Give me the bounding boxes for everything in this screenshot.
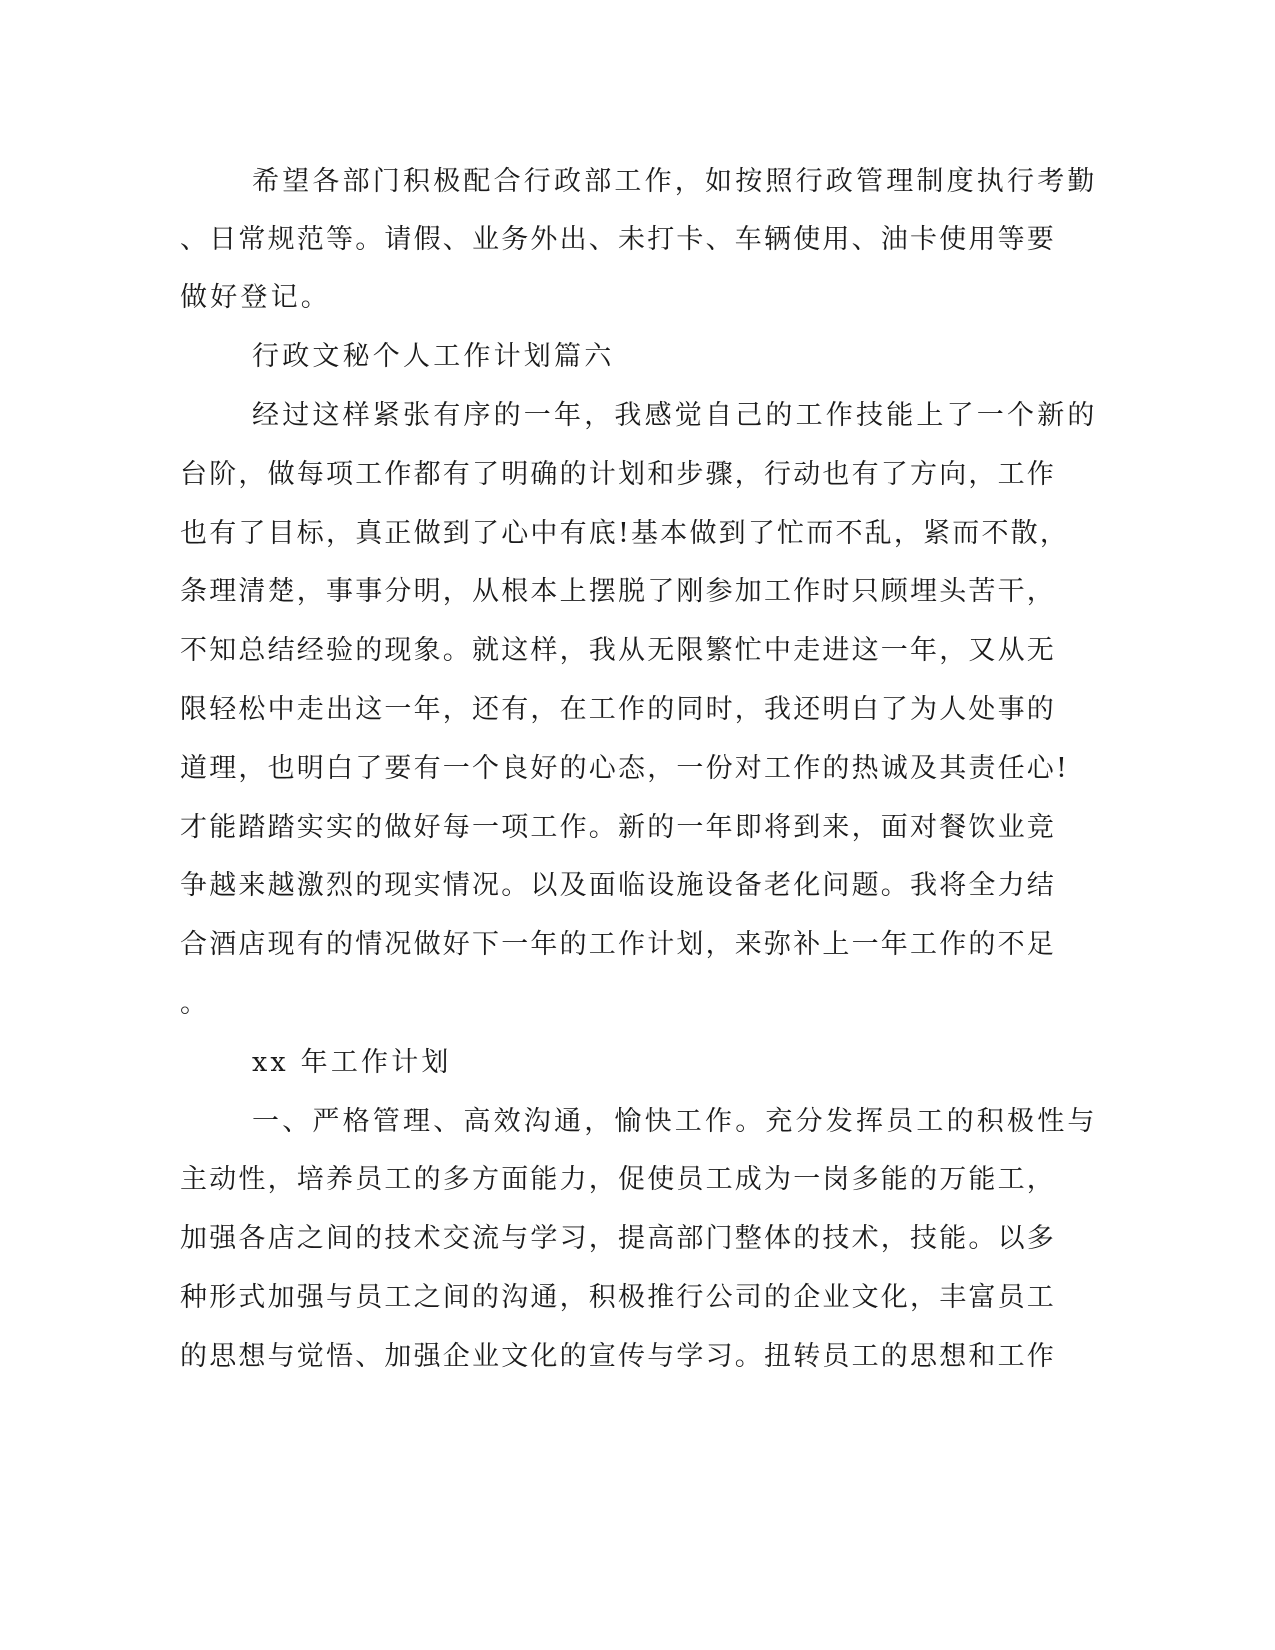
paragraph-line: 。 (180, 988, 211, 1019)
paragraph-line: 道理，也明白了要有一个良好的心态，一份对工作的热诚及其责任心! (180, 753, 1070, 784)
paragraph-line: 也有了目标，真正做到了心中有底!基本做到了忙而不乱，紧而不散， (180, 518, 1070, 549)
paragraph-line: 的思想与觉悟、加强企业文化的宣传与学习。扭转员工的思想和工作 (180, 1341, 1056, 1372)
paragraph-line: 加强各店之间的技术交流与学习，提高部门整体的技术，技能。以多 (180, 1223, 1056, 1254)
paragraph-line: 种形式加强与员工之间的沟通，积极推行公司的企业文化，丰富员工 (180, 1282, 1056, 1313)
paragraph-line: 合酒店现有的情况做好下一年的工作计划，来弥补上一年工作的不足 (180, 929, 1056, 960)
paragraph-line: 做好登记。 (180, 282, 331, 313)
paragraph-line: 条理清楚，事事分明，从根本上摆脱了刚参加工作时只顾埋头苦干， (180, 576, 1056, 607)
paragraph-line: 主动性，培养员工的多方面能力，促使员工成为一岗多能的万能工， (180, 1164, 1056, 1195)
paragraph-line: 一、严格管理、高效沟通，愉快工作。充分发挥员工的积极性与 (252, 1106, 1098, 1137)
paragraph-line: 经过这样紧张有序的一年，我感觉自己的工作技能上了一个新的 (252, 400, 1098, 431)
section-heading: 行政文秘个人工作计划篇六 (252, 341, 615, 372)
paragraph-line: 限轻松中走出这一年，还有，在工作的同时，我还明白了为人处事的 (180, 694, 1056, 725)
paragraph-line: 争越来越激烈的现实情况。以及面临设施设备老化问题。我将全力结 (180, 870, 1056, 901)
paragraph-line: 台阶，做每项工作都有了明确的计划和步骤，行动也有了方向，工作 (180, 459, 1056, 490)
paragraph-line: 希望各部门积极配合行政部工作，如按照行政管理制度执行考勤 (252, 166, 1098, 197)
paragraph-line: 、日常规范等。请假、业务外出、未打卡、车辆使用、油卡使用等要 (180, 224, 1056, 255)
paragraph-line: 才能踏踏实实的做好每一项工作。新的一年即将到来，面对餐饮业竞 (180, 812, 1056, 843)
section-heading: xx 年工作计划 (252, 1047, 452, 1078)
paragraph-line: 不知总结经验的现象。就这样，我从无限繁忙中走进这一年，又从无 (180, 635, 1056, 666)
